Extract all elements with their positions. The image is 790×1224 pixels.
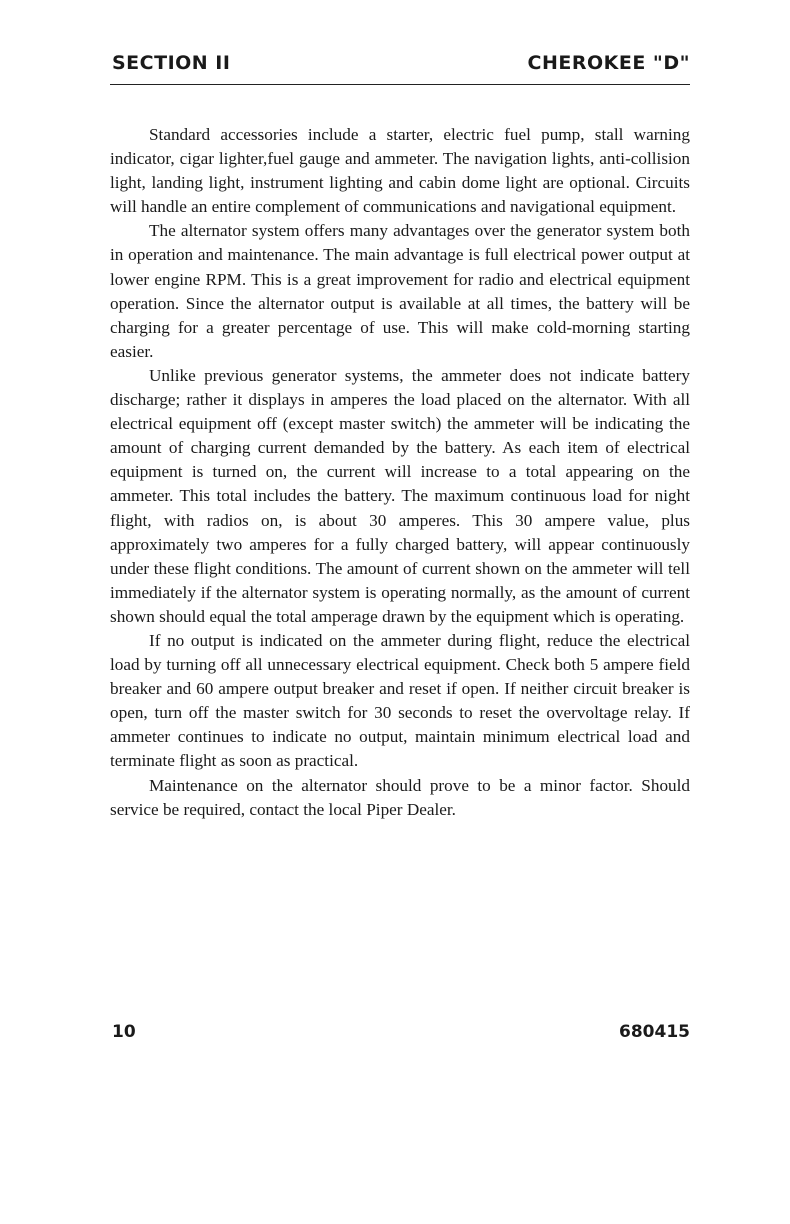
- page-footer: [110, 1022, 690, 1048]
- paragraph-accessories: Standard accessories include a starter, electric fuel pump, stall warning indicator, cigar lighter,fuel gauge and ammeter. The navigation lights, anti-collision light, landing light, instrument lighting and cabin dome light are optional. Circuits will handle an entire complement of communications and navigational equipment.: [110, 125, 690, 217]
- body-text: [110, 123, 690, 822]
- header-divider: [110, 84, 690, 85]
- paragraph-no-output: If no output is indicated on the ammeter during flight, reduce the electrical load by turning off all unnecessary electrical equipment. Check both 5 ampere field breaker and 60 ampere output breaker and reset if open. If neither circuit breaker is open, turn off the master switch for 30 seconds to reset the overvoltage relay. If ammeter continues to indicate no output, maintain minimum electrical load and terminate flight as soon as practical.: [110, 630, 690, 771]
- paragraph-alternator-advantages: The alternator system offers many advantages over the generator system both in operation and maintenance. The main advantage is full electrical power output at lower engine RPM. This is a great improvement for radio and electrical equipment operation. Since the alternator output is available at all times, the battery will be charging for a greater percentage of use. This will make cold-morning starting easier.: [110, 221, 690, 361]
- paragraph-maintenance: Maintenance on the alternator should prove to be a minor factor. Should service be required, contact the local Piper Dealer.: [110, 775, 690, 819]
- aircraft-model-label: CHEROKEE "D": [527, 52, 690, 74]
- page-number: 10: [112, 1022, 136, 1042]
- section-label: SECTION II: [112, 52, 231, 74]
- paragraph-ammeter: Unlike previous generator systems, the ammeter does not indicate battery discharge; rather it displays in amperes the load placed on the alternator. With all electrical equipment off (except master switch) the ammeter will be indicating the amount of charging current demanded by the battery. As each item of electrical equipment is turned on, the current will increase to a total appearing on the ammeter. This total includes the battery. The maximum continuous load for night flight, with radios on, is about 30 amperes. This 30 ampere value, plus approximately two amperes for a fully charged battery, will appear continuously under these flight conditions. The amount of current shown on the ammeter will tell immediately if the alternator system is operating normally, as the amount of current shown should equal the total amperage drawn by the equipment which is operating.: [110, 365, 690, 626]
- page-header: [110, 52, 690, 84]
- document-code: 680415: [619, 1022, 690, 1042]
